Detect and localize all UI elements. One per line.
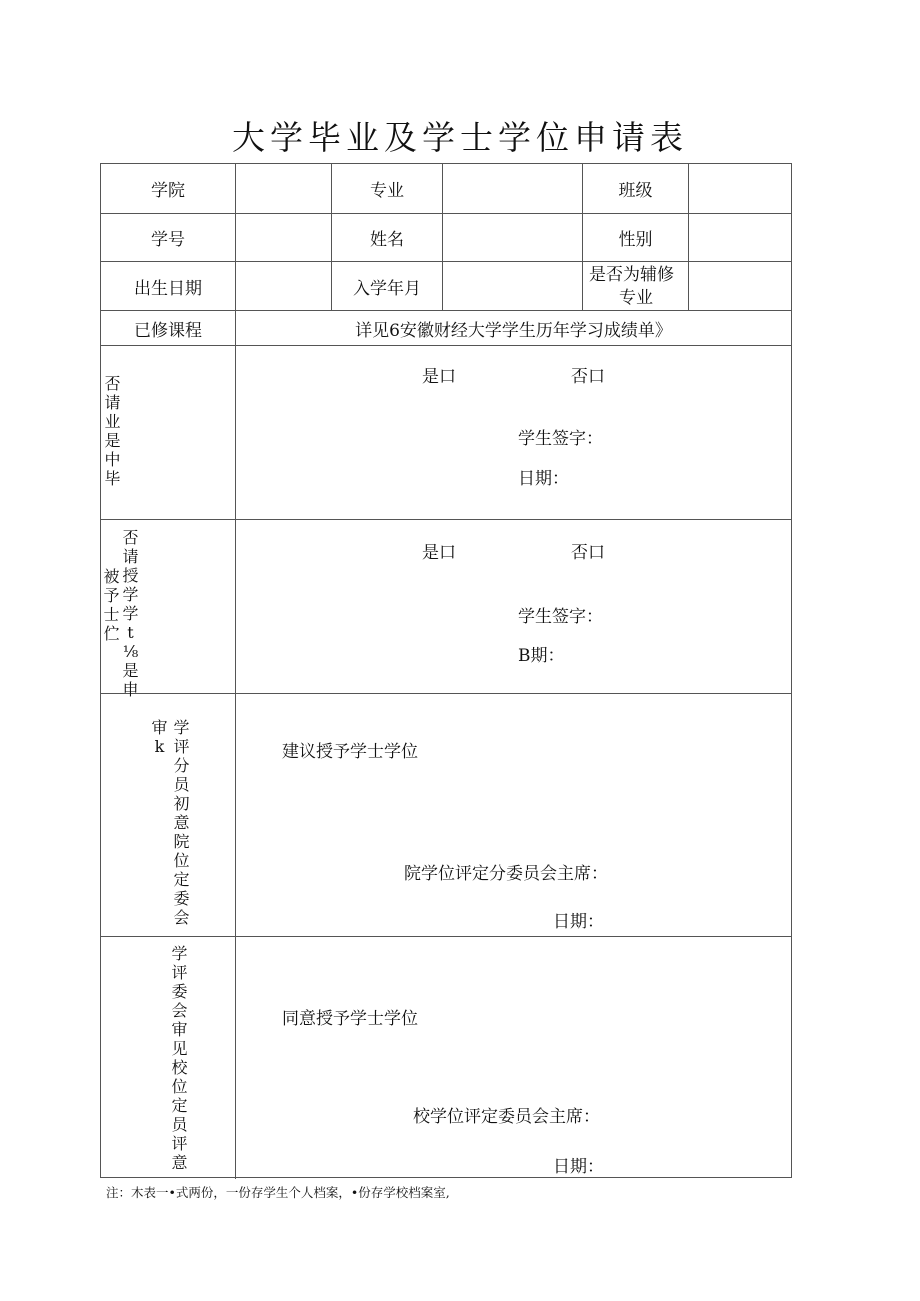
university-review-chair-signature: 校学位评定委员会主席： [413,1107,600,1127]
college-review-suggestion: 建议授予学士学位 [282,742,418,762]
university-review-vertical-label: 学评委会审见校位定员评意 [171,944,188,1172]
graduation-date: 日期： [518,469,569,489]
degree-no-option[interactable]: 否口 [571,543,605,563]
university-review-agreement: 同意授予学士学位 [282,1009,418,1029]
graduation-vertical-label: 否请业是中毕 [104,374,121,488]
college-review-vertical-label-right: 学评分员初意院位定委会 [173,718,190,927]
minor-label-line2: 专业 [619,288,653,308]
graduation-no-option[interactable]: 否口 [571,367,605,387]
class-field[interactable] [689,164,791,213]
courses-label: 已修课程 [134,320,202,341]
major-field[interactable] [443,164,582,213]
graduation-yes-option[interactable]: 是口 [422,367,456,387]
degree-vertical-label-right: 否请授学学t⅛是申 [122,528,139,699]
degree-student-signature: 学生签字： [518,607,603,627]
birth-date-field[interactable] [236,262,331,310]
enrollment-label: 入学年月 [353,278,421,299]
birth-date-label: 出生日期 [134,278,202,299]
gender-label: 性别 [618,230,653,250]
university-review-date: 日期： [553,1157,604,1177]
degree-yes-option[interactable]: 是口 [422,543,456,563]
degree-vertical-label-left: 被予士伫 [103,567,120,643]
college-review-date: 日期： [553,912,604,932]
application-form [100,163,792,1178]
class-label: 班级 [618,181,653,201]
major-label: 专业 [370,181,404,201]
student-id-field[interactable] [236,214,331,261]
courses-value: 详见6安徽财经大学学生历年学习成绩单》 [355,320,672,341]
college-review-chair-signature: 院学位评定分委员会主席： [404,864,608,884]
college-field[interactable] [236,164,331,213]
name-label: 姓名 [370,230,404,250]
minor-field[interactable] [689,262,791,310]
college-label: 学院 [151,181,185,201]
college-review-vertical-label-left: 审k [151,718,168,756]
minor-label-line1: 是否为辅修 [589,265,674,285]
degree-date: B期： [518,646,565,666]
name-field[interactable] [443,214,582,261]
enrollment-field[interactable] [443,262,582,310]
graduation-student-signature: 学生签字： [518,429,603,449]
form-title: 大学毕业及学士学位申请表 [232,118,688,157]
footnote: 注：木表一•式两份，一份存学生个人档案，•份存学校档案室, [106,1185,450,1200]
gender-field[interactable] [689,214,791,261]
student-id-label: 学号 [151,230,185,250]
